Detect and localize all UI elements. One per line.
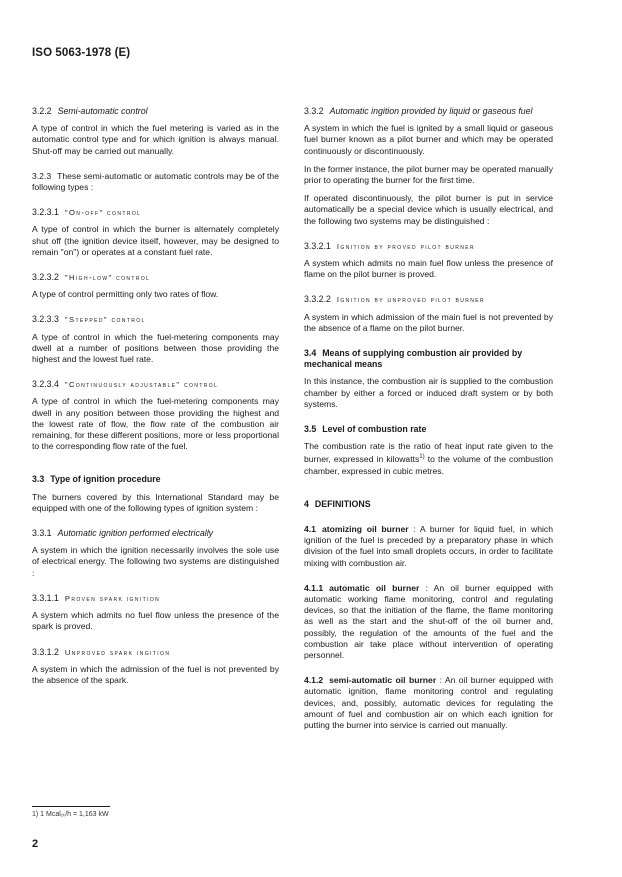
definition-text: : A burner for liquid fuel, in which ignition of the fuel is preceded by a preparatory phase in which division of the fuel into small droplets occurs, in order to facilitate mixing with combustion air. (304, 523, 553, 568)
section-number: 3.2.3.2 (32, 272, 59, 283)
section-number: 3.3.2 (304, 106, 324, 116)
section-3-3-2 (304, 106, 553, 227)
section-number: 3.3 (32, 474, 45, 485)
definition-text: : An oil burner equipped with automatic working flame monitoring, control and regulating devices, so that the initiation of the flame, the flame monitoring as well as the start and the shut-off of the oil burner and, possibly, the regulation of the amounts of the fuel and the combustion air take place without intervention of operating personnel. (304, 582, 554, 660)
section-title: Type of ignition procedure (50, 474, 161, 485)
paragraph: A system in which the ignition necessarily involves the sole use of electrical energy. The following two systems are distinguished : (32, 545, 279, 578)
section-title: Automatic ignition performed electrically (57, 528, 214, 539)
section-title: Automatic ingition provided by liquid or gaseous fuel (329, 106, 533, 116)
section-number: 3.2.3 (32, 170, 52, 181)
section-number: 3.2.3.3 (32, 314, 59, 325)
section-number: 3.4 (304, 348, 317, 359)
section-3-4 (304, 348, 553, 410)
defined-term: atomizing oil burner (321, 523, 409, 534)
section-number: 3.2.2 (32, 106, 52, 116)
definition-text: : An oil burner equipped with automatic ignition, flame monitoring control and regulating devices, and, possibly, automatic devices for regulating the amount of fuel and combustion air on which each ignition for putting the burner into service is carried out manually. (304, 675, 554, 730)
footnote: 1) 1 Mcal₁ₜ/h = 1,163 kW (32, 811, 109, 818)
defined-term: semi-automatic oil burner (329, 675, 437, 686)
section-title: "On-off" control (64, 208, 142, 218)
section-title: Means of supplying combustion air provided by mechanical means (304, 348, 523, 370)
section-title: Semi-automatic control (57, 106, 148, 116)
section-number: 3.3.1.2 (32, 646, 59, 657)
section-number: 3.3.2.2 (304, 294, 331, 305)
paragraph-text: The combustion rate is the ratio of heat input rate given to the burner, expressed in kilowatts (304, 441, 553, 465)
section-title: Level of combustion rate (322, 424, 427, 435)
paragraph: A system in which admission of the main fuel is not prevented by the absence of a flame on the pilot burner. (304, 311, 553, 333)
section-3-3-2-2 (304, 294, 553, 334)
paragraph: A system which admits no fuel flow unless the presence of the spark is proved. (32, 610, 279, 632)
section-4-1-2 (304, 675, 553, 731)
section-number: 3.2.3.1 (32, 207, 59, 218)
section-3-2-3-4 (32, 379, 279, 452)
section-title: Proven spark ignition (64, 593, 161, 603)
section-4-1 (304, 524, 553, 569)
paragraph-text: to the volume of the combustion chamber, expressed in cubic metres. (304, 454, 553, 476)
footnote-divider (32, 806, 110, 807)
paragraph: A type of control in which the fuel metering is varied as in the automatic control type and for which ignition is always manual. Shut-off may be carried out manually. (32, 123, 279, 156)
section-3-2-3 (32, 171, 279, 193)
section-number: 4.1.1 (304, 582, 324, 593)
paragraph: If operated discontinuously, the pilot burner is put in service automatically be a special device which is usually electrical, and the following two systems may be distinguished : (304, 193, 553, 226)
section-3-3-2-1 (304, 241, 553, 281)
section-number: 4.1.2 (304, 675, 324, 686)
section-number: 3.3.1.1 (32, 592, 59, 603)
document-header: ISO 5063-1978 (E) (32, 47, 131, 59)
section-4 (304, 499, 553, 510)
paragraph: These semi-automatic or automatic controls may be of the following types : (32, 170, 279, 193)
section-number: 3.2.3.4 (32, 379, 59, 390)
paragraph: A system in which the admission of the fuel is not prevented by the absence of the spark. (32, 663, 279, 685)
section-number: 4.1 (304, 523, 316, 534)
section-number: 3.3.1 (32, 528, 52, 539)
paragraph: The burners covered by this International Standard may be equipped with one of the following types of ignition system : (32, 491, 279, 513)
paragraph: A type of control in which the burner is alternately completely shut off (the ignition device itself, however, may be designed to remain "on") or operates at a constant fuel rate. (32, 224, 279, 257)
section-title: Unproved spark ingition (64, 647, 171, 657)
section-3-2-3-3 (32, 314, 279, 365)
section-3-2-3-1 (32, 207, 279, 258)
defined-term: automatic oil burner (329, 582, 420, 593)
section-3-2-3-2 (32, 272, 279, 300)
paragraph: A type of control permitting only two rates of flow. (32, 289, 219, 300)
section-number: 3.5 (304, 424, 317, 435)
section-title: DEFINITIONS (314, 498, 371, 509)
paragraph: A system which admits no main fuel flow unless the presence of flame on the pilot burner is proved. (304, 258, 553, 280)
section-number: 4 (304, 498, 309, 509)
page-number: 2 (32, 838, 39, 850)
paragraph: A type of control in which the fuel-metering components may dwell at a number of positions between those providing the highest and the lowest fuel rate. (32, 331, 279, 365)
footnote-reference[interactable]: 1) (419, 454, 425, 461)
section-3-3 (32, 474, 279, 514)
left-column (32, 106, 279, 700)
section-title: "Stepped" control (64, 315, 146, 325)
section-title: Ignition by proved pilot burner (336, 241, 476, 251)
paragraph: A type of control in which the fuel-metering components may dwell in any position between those providing the highest and the lowest rate of flow, the flow rate of the combustion air remaining, for these different positions, more or less proportional to the corresponding flow rate of the fuel. (32, 396, 279, 452)
section-3-2-2 (32, 106, 279, 157)
section-title: "High-low" control (64, 273, 151, 283)
section-number: 3.3.2.1 (304, 240, 331, 251)
section-title: Ignition by unproved pilot burner (336, 295, 486, 305)
section-3-5 (304, 424, 553, 477)
paragraph: In this instance, the combustion air is supplied to the combustion chamber by either a forced or induced draft system or by both systems. (304, 376, 553, 409)
paragraph (304, 441, 553, 476)
section-3-3-1-2 (32, 647, 279, 687)
paragraph: A system in which the fuel is ignited by a small liquid or gaseous fuel burner known as a pilot burner and which may be operated continuously or discontinuously. (304, 123, 553, 156)
section-3-3-1-1 (32, 593, 279, 633)
section-4-1-1 (304, 583, 553, 661)
right-column (304, 106, 553, 745)
section-title: "Continuously adjustable" control (64, 380, 219, 390)
section-3-3-1 (32, 528, 279, 579)
paragraph: In the former instance, the pilot burner may be operated manually prior to operating the burner for the first time. (304, 163, 553, 186)
